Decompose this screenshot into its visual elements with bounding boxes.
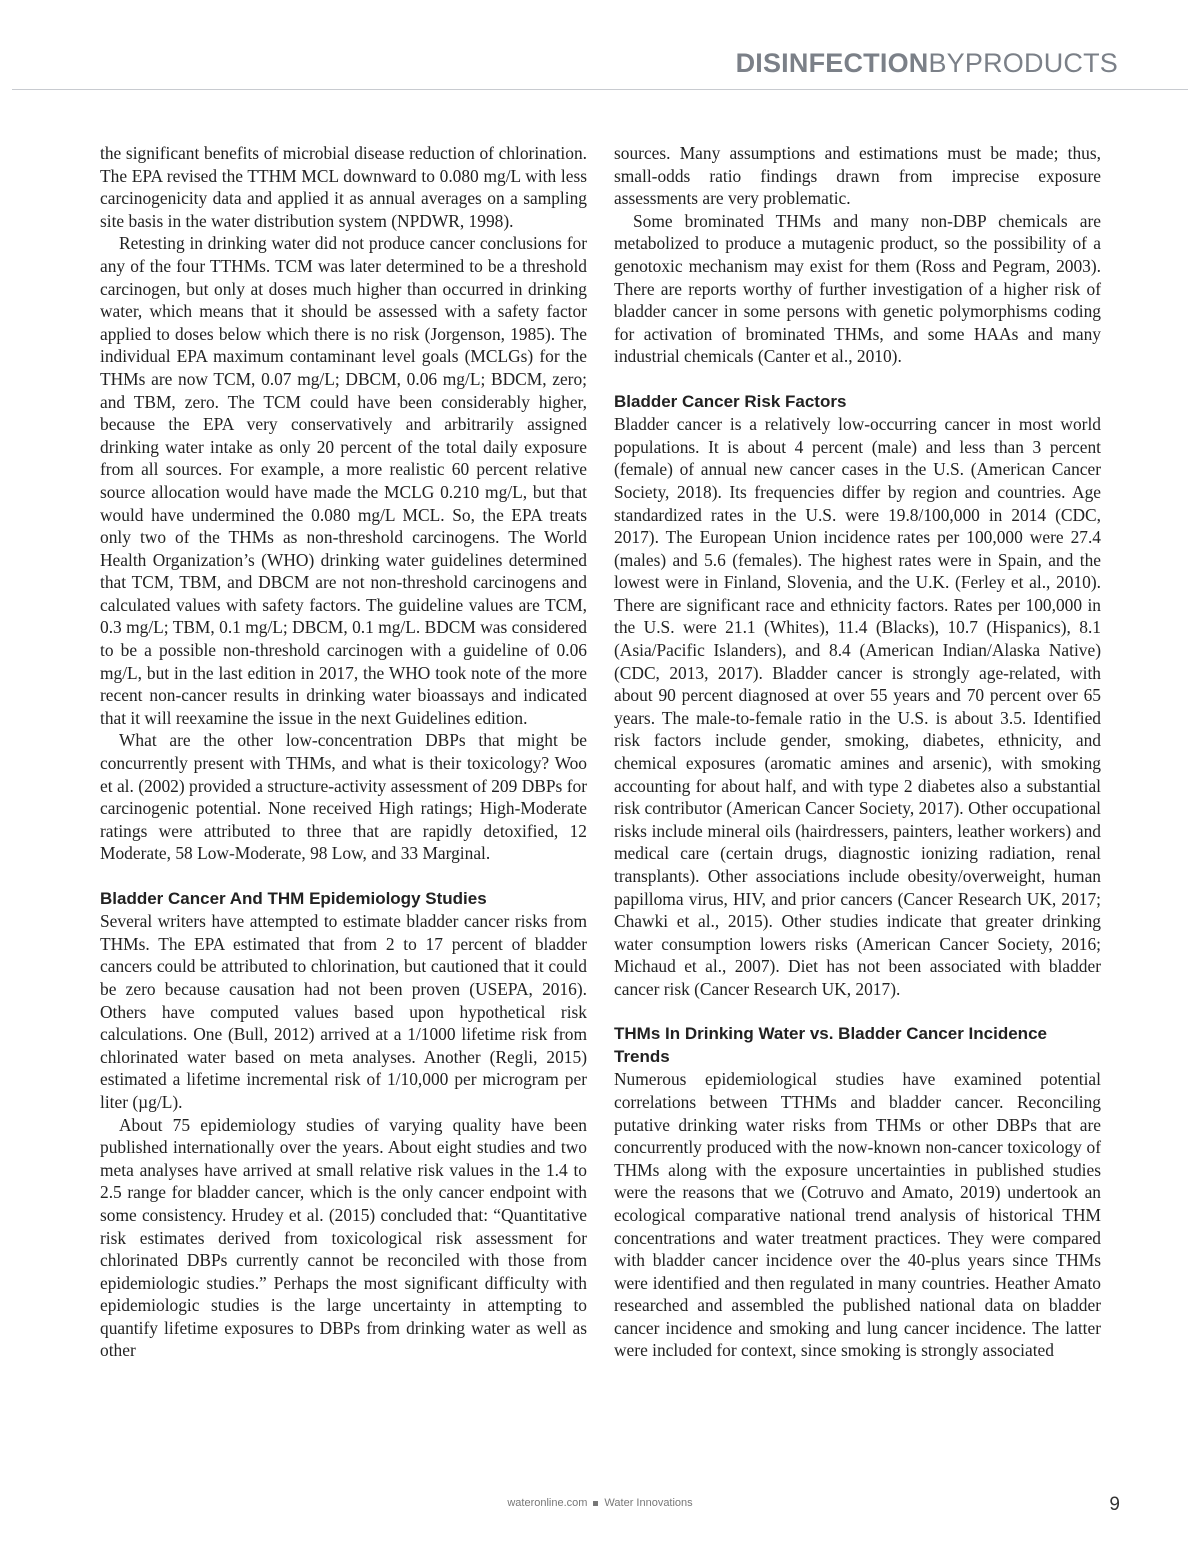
page-footer <box>0 1497 1200 1509</box>
header-divider <box>12 89 1188 90</box>
paragraph: Retesting in drinking water did not produce cancer conclusions for any of the four TTHMs. TCM was later determined to be a threshold carcinogen, but only at doses much higher than occurred in drinking water, which means that it should be assessed with a safety factor applied to doses below which there is no risk (Jorgenson, 1985). The individual EPA maximum contaminant level goals (MCLGs) for the THMs are now TCM, 0.07 mg/L; DBCM, 0.06 mg/L; BDCM, zero; and TBM, zero. The TCM could have been considerably higher, because the EPA very conservatively and arbitrarily assigned drinking water intake as only 20 percent of the total daily exposure from all sources. For example, a more realistic 60 percent relative source allocation would have made the MCLG 0.210 mg/L, but that would have undermined the 0.080 mg/L MCL. So, the EPA treats only two of the THMs as non-threshold carcinogens. The World Health Organization’s (WHO) drinking water guidelines determined that TCM, TBM, and DBCM are not non-threshold carcinogens and calculated values with safety factors. The guideline values are TCM, 0.3 mg/L; TBM, 0.1 mg/L; DBCM, 0.1 mg/L. BDCM was considered to be a possible non-threshold carcinogen with a guideline of 0.06 mg/L, but in the last edition in 2017, the WHO took note of the more recent non-cancer results in drinking water bioassays and indicated that it will reexamine the issue in the next Guidelines edition. <box>100 233 587 728</box>
right-column <box>614 142 1101 1362</box>
footer-publication: Water Innovations <box>604 1497 693 1509</box>
page-number: 9 <box>1109 1494 1120 1515</box>
footer-site-link[interactable]: wateronline.com <box>507 1497 588 1509</box>
paragraph: What are the other low-concentration DBPs that might be concurrently present with THMs, and what is their toxicology? Woo et al. (2002) provided a structure-activity assessment of 209 DBPs for carcinogenic potential. None received High ratings; High-Moderate ratings were attributed to three that are rapidly detoxified, 12 Moderate, 58 Low-Moderate, 98 Low, and 33 Marginal. <box>100 730 587 864</box>
header-title-light: BYPRODUCTS <box>928 48 1118 78</box>
section-heading: Bladder Cancer And THM Epidemiology Studies <box>100 888 487 908</box>
paragraph: Several writers have attempted to estimate bladder cancer risks from THMs. The EPA estimated that from 2 to 17 percent of bladder cancers could be attributed to chlorination, but cautioned that it could be zero because causation had not been proven (USEPA, 2016). Others have computed values based upon hypothetical risk calculations. One (Bull, 2012) arrived at a 1/1000 lifetime risk from chlorinated water based on meta analyses. Another (Regli, 2015) estimated a lifetime incremental risk of 1/10,000 per microgram per liter (µg/L). <box>100 911 587 1112</box>
paragraph: sources. Many assumptions and estimations must be made; thus, small-odds ratio findings drawn from imprecise exposure assessments are very problematic. <box>614 143 1101 209</box>
paragraph: Some brominated THMs and many non-DBP chemicals are metabolized to produce a mutagenic product, so the possibility of a genotoxic mechanism may exist for them (Ross and Pegram, 2003). There are reports worthy of further investigation of a higher risk of bladder cancer in some persons with genetic polymorphisms coding for activation of brominated THMs, and some HAAs and many industrial chemicals (Canter et al., 2010). <box>614 210 1101 367</box>
separator-square-icon <box>593 1501 598 1506</box>
section-heading: Bladder Cancer Risk Factors <box>614 391 847 411</box>
paragraph: the significant benefits of microbial disease reduction of chlorination. The EPA revised the TTHM MCL downward to 0.080 mg/L with less carcinogenicity data and applied it as annual averages on a sampling site basis in the water distribution system (NPDWR, 1998). <box>100 143 587 231</box>
left-column <box>100 142 587 1362</box>
paragraph: Bladder cancer is a relatively low-occurring cancer in most world populations. It is about 4 percent (male) and less than 3 percent (female) of annual new cancer cases in the U.S. (American Cancer Society, 2018). Its frequencies differ by region and countries. Age standardized rates in the U.S. were 19.8/100,000 in 2014 (CDC, 2017). The European Union incidence rates per 100,000 were 27.4 (males) and 5.6 (females). The highest rates were in Spain, and the lowest were in Finland, Slovenia, and the U.K. (Ferley et al., 2010). There are significant race and ethnicity factors. Rates per 100,000 in the U.S. were 21.1 (Whites), 11.4 (Blacks), 10.7 (Hispanics), 8.1 (Asia/Pacific Islanders), and 8.4 (American Indian/Alaska Native) (CDC, 2013, 2017). Bladder cancer is strongly age-related, with about 90 percent diagnosed at over 55 years and 70 percent over 65 years. The male-to-female ratio in the U.S. is about 3.5. Identified risk factors include gender, smoking, diabetes, ethnicity, and chemical exposures (aromatic amines and arsenic), with smoking accounting for about half, and with type 2 diabetes also a substantial risk contributor (American Cancer Society, 2017). Other occupational risks include mineral oils (hairdressers, painters, leather workers) and medical care (certain drugs, diagnostic ionizing radiation, renal transplants). Other associations include obesity/overweight, human papilloma virus, HIV, and prior cancers (Cancer Research UK, 2017; Chawki et al., 2015). Other studies indicate that greater drinking water consumption lowers risks (American Cancer Society, 2016; Michaud et al., 2007). Diet has not been associated with bladder cancer risk (Cancer Research UK, 2017). <box>614 414 1101 999</box>
paragraph: About 75 epidemiology studies of varying quality have been published internationally over the years. About eight studies and two meta analyses have arrived at small relative risk values in the 1.4 to 2.5 range for bladder cancer, which is the only cancer endpoint with some consistency. Hrudey et al. (2015) concluded that: “Quantitative risk estimates derived from toxicological risk assessment for chlorinated DBPs currently cannot be reconciled with those from epidemiologic studies.” Perhaps the most significant difficulty with epidemiologic studies is the large uncertainty in attempting to quantify lifetime exposures to DBPs from drinking water as well as other <box>100 1114 587 1361</box>
header-title-bold: DISINFECTION <box>735 48 929 78</box>
section-header <box>736 48 1118 79</box>
section-heading: THMs In Drinking Water vs. Bladder Cancer Incidence Trends <box>614 1024 1047 1066</box>
paragraph: Numerous epidemiological studies have examined potential correlations between TTHMs and bladder cancer. Reconciling putative drinking water risks from THMs or other DBPs that are concurrently produced with the now-known non-cancer toxicology of THMs along with the exposure uncertainties in published studies were the reasons that we (Cotruvo and Amato, 2019) undertook an ecological comparative national trend analysis of historical THM concentrations and water treatment practices. They were compared with bladder cancer incidence over the 40-plus years since THMs were identified and then regulated in many countries. Heather Amato researched and assembled the published national data on bladder cancer incidence and smoking and lung cancer incidence. The latter were included for context, since smoking is strongly associated <box>614 1069 1101 1361</box>
